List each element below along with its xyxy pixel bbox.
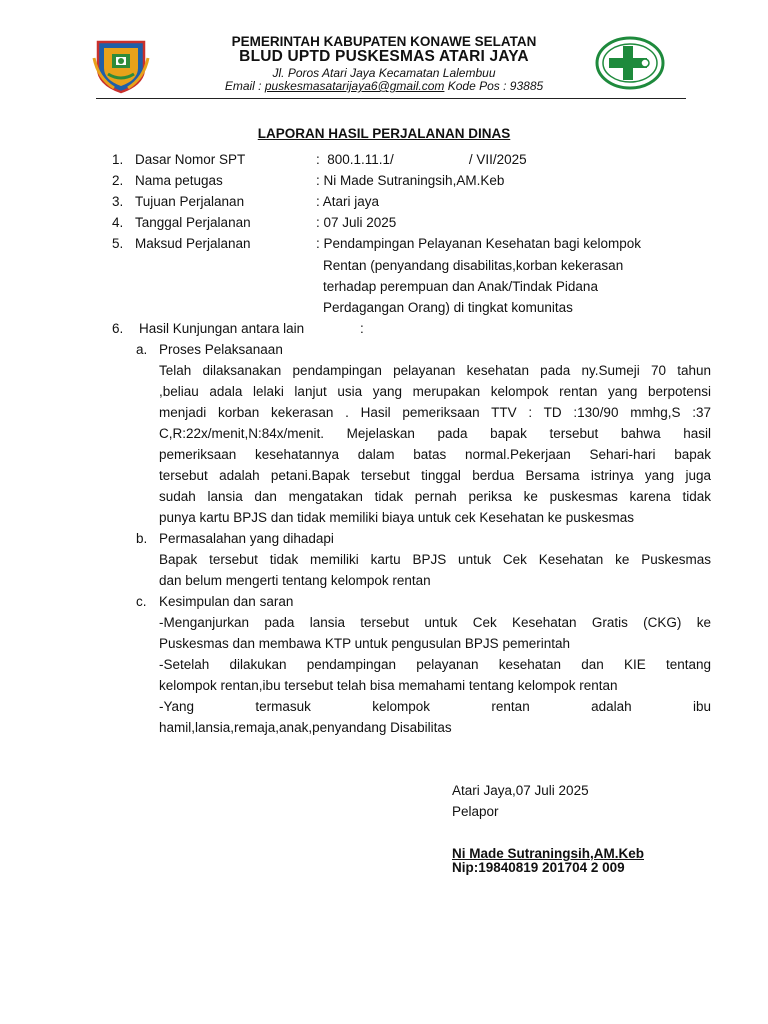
section-heading: Kesimpulan dan saran: [159, 594, 294, 609]
field-number: 2.: [112, 173, 124, 188]
paragraph-line: ,beliau adala lelaki lanjut usia yang merupakan kelompok rentan yang berpotensi: [159, 384, 711, 399]
signature-place-date: Atari Jaya,07 Juli 2025: [452, 783, 589, 798]
field-value: : Pendampingan Pelayanan Kesehatan bagi kelompok: [316, 236, 641, 251]
paragraph-line: dan belum mengerti tentang kelompok rentan: [159, 573, 431, 588]
paragraph-line: -Yang termasuk kelompok rentan adalah ibu: [159, 699, 711, 714]
paragraph-line: C,R:22x/menit,N:84x/menit. Mejelaskan pada bapak tersebut bahwa hasil: [159, 426, 711, 441]
section-heading: Permasalahan yang dihadapi: [159, 531, 334, 546]
paragraph-line: Telah dilaksanakan pendampingan pelayanan kesehatan pada ny.Sumeji 70 tahun: [159, 363, 711, 378]
field-label: Maksud Perjalanan: [135, 236, 251, 251]
letterhead-government: PEMERINTAH KABUPATEN KONAWE SELATAN: [231, 34, 537, 49]
letterhead-address: Jl. Poros Atari Jaya Kecamatan Lalembuu: [272, 66, 496, 80]
section-letter: a.: [136, 342, 148, 357]
paragraph-line: punya kartu BPJS dan tidak memiliki biaya untuk cek Kesehatan ke puskesmas: [159, 510, 634, 525]
field-value: : Atari jaya: [316, 194, 380, 209]
section-heading: Proses Pelaksanaan: [159, 342, 283, 357]
field-label: Dasar Nomor SPT: [135, 152, 246, 167]
email-label: Email :: [224, 79, 265, 93]
paragraph-line: menjadi korban kekerasan . Hasil pemeriksaan TTV : TD :130/90 mmhg,S :37: [159, 405, 711, 420]
signature-name: Ni Made Sutraningsih,AM.Keb: [452, 846, 645, 861]
postal-code: Kode Pos : 93885: [444, 79, 544, 93]
email-link[interactable]: puskesmasatarijaya6@gmail.com: [264, 79, 445, 93]
maksud-continuation: Rentan (penyandang disabilitas,korban kekerasan: [323, 258, 624, 273]
field-label: Tanggal Perjalanan: [135, 215, 251, 230]
field-value: : 07 Juli 2025: [316, 215, 397, 230]
letterhead-institution: BLUD UPTD PUSKESMAS ATARI JAYA: [239, 48, 529, 65]
section-letter: c.: [136, 594, 147, 609]
paragraph-line: kelompok rentan,ibu tersebut telah bisa memahami tentang kelompok rentan: [159, 678, 618, 693]
field-number: 3.: [112, 194, 124, 209]
paragraph-line: -Setelah dilakukan pendampingan pelayanan kesehatan dan KIE tentang: [159, 657, 711, 672]
paragraph-line: Bapak tersebut tidak memiliki kartu BPJS untuk Cek Kesehatan ke Puskesmas: [159, 552, 711, 567]
field-value: : Ni Made Sutraningsih,AM.Keb: [316, 173, 505, 188]
section-letter: b.: [136, 531, 148, 546]
paragraph-line: Puskesmas dan membawa KTP untuk pengusulan BPJS pemerintah: [159, 636, 570, 651]
paragraph-line: -Menganjurkan pada lansia tersebut untuk Cek Kesehatan Gratis (CKG) ke: [159, 615, 711, 630]
field-number: 5.: [112, 236, 124, 251]
letterhead-divider: [96, 98, 686, 99]
maksud-continuation: Perdagangan Orang) di tingkat komunitas: [323, 300, 573, 315]
field-number: 1.: [112, 152, 124, 167]
paragraph-line: sudah lansia dan mengatakan tidak pernah periksa ke puskesmas karena tidak: [159, 489, 711, 504]
paragraph-line: pemeriksaan kesehatannya dalam batas normal.Pekerjaan Sehari-hari bapak: [159, 447, 711, 462]
field-number: 4.: [112, 215, 124, 230]
letterhead-contact: [0, 79, 768, 93]
paragraph-line: hamil,lansia,remaja,anak,penyandang Disabilitas: [159, 720, 452, 735]
field-colon: :: [360, 321, 364, 336]
signature-role: Pelapor: [452, 804, 499, 819]
field-value: : 800.1.11.1/ / VII/2025: [316, 152, 527, 167]
field-label: Hasil Kunjungan antara lain: [139, 321, 305, 336]
paragraph-line: tersebut adalah petani.Bapak tersebut tinggal berdua Bersama istrinya yang juga: [159, 468, 711, 483]
field-label: Tujuan Perjalanan: [135, 194, 245, 209]
field-label: Nama petugas: [135, 173, 223, 188]
document-title: LAPORAN HASIL PERJALANAN DINAS: [257, 126, 511, 141]
field-number: 6.: [112, 321, 124, 336]
maksud-continuation: terhadap perempuan dan Anak/Tindak Pidana: [323, 279, 598, 294]
signature-nip: Nip:19840819 201704 2 009: [452, 860, 625, 875]
